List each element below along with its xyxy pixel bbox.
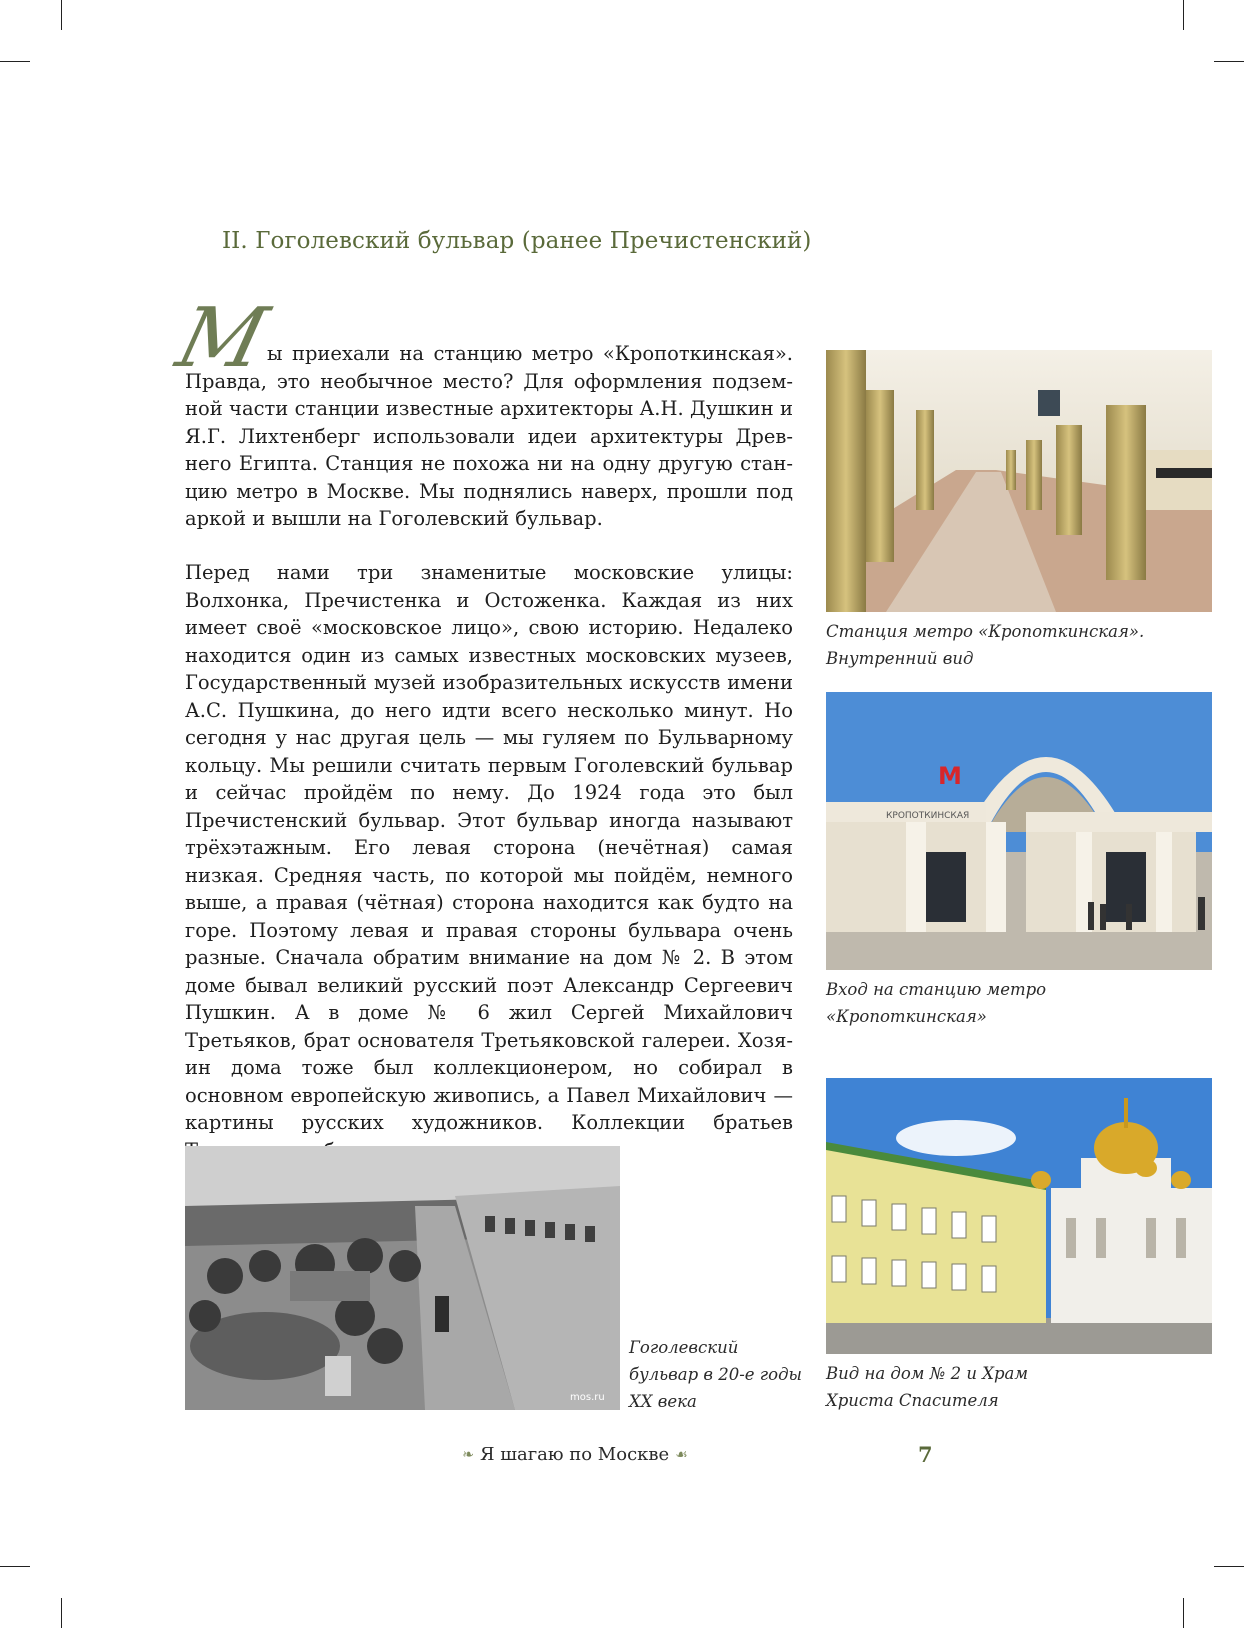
crop-mark <box>1183 1598 1184 1628</box>
metro-hall-caption <box>826 618 1144 672</box>
crop-mark <box>0 1566 30 1567</box>
cathedral-caption <box>826 1360 1028 1414</box>
crop-mark <box>61 0 62 30</box>
crop-mark <box>61 1598 62 1628</box>
drop-cap: М <box>168 291 276 386</box>
sprig-right-icon: ☙ <box>675 1447 688 1463</box>
metro-entrance-caption <box>826 976 1046 1030</box>
caption-line: Христа Спасителя <box>826 1391 999 1410</box>
historic-boulevard-image <box>185 1146 620 1410</box>
caption-line: Внутренний вид <box>826 649 974 668</box>
crop-mark <box>1183 0 1184 30</box>
crop-mark <box>1214 61 1244 62</box>
section-heading: II. Гоголевский бульвар (ранее Пречистенский) <box>222 228 812 254</box>
caption-line: XX века <box>629 1392 697 1411</box>
mos-watermark: mos.ru <box>570 1392 605 1403</box>
crop-mark <box>0 61 30 62</box>
book-title: Я шагаю по Москве <box>479 1444 670 1465</box>
metro-entrance-image <box>826 692 1212 970</box>
page-number: 7 <box>918 1442 933 1467</box>
caption-line: «Кропоткинская» <box>826 1007 987 1026</box>
caption-line: Гоголевский <box>629 1338 739 1357</box>
footer-book-title <box>440 1444 710 1465</box>
historic-caption <box>629 1334 802 1415</box>
entrance-sign: КРОПОТКИНСКАЯ <box>886 811 970 821</box>
crop-mark <box>1214 1566 1244 1567</box>
paragraph-main: Перед нами три знаменитые московские улицы: Волхонка, Пречистенка и Остоженка. Каждая из них имеет своё «московское лицо», свою историю. Недалеко находится один из самых известных московских музеев, Государственный музей изобразительных искусств имени А.С. Пушкина, до него идти всего несколько минут. Но сегодня у нас другая цель — мы гуляем по Бульварному кольцу. Мы решили считать первым Гоголевский бульвар и сейчас пройдём по нему. До 1924 года это был Пречистенский бульвар. Этот бульвар иногда называют трёхэтажным. Его левая сторона (нечётная) самая низкая. Средняя часть, по которой мы пойдём, немного выше, а правая (чётная) сторона находится как будто на горе. Поэтому левая и правая стороны бульвара очень разные. Сначала обратим внимание на дом № 2. В этом доме бывал великий русский поэт Александр Сергеевич Пушкин. А в доме № 6 жил Сергей Михайлович Третьяков, брат основателя Третьяковской галереи. Хозяин дома тоже был коллекционером, но собирал в основном европейскую живопись, а Павел Михайлович — картины русских художников. Коллекции братьев <box>185 561 793 1134</box>
cathedral-image <box>826 1078 1212 1354</box>
historic-boulevard-photo <box>185 1146 620 1410</box>
paragraph-intro: ы приехали на станцию метро «Кропоткинская». Правда, это необычное место? Для оформления подземной части станции известные архитекторы А.Н. Душкин и Я.Г. Лихтенберг использовали идеи архитектуры Древнего Египта. Станция не похожа ни на одну другую станцию метро в Москве. Мы поднялись наверх, прошли под аркой и вышли на Гоголевский бульвар. <box>185 342 793 530</box>
metro-hall-photo <box>826 350 1212 612</box>
metro-hall-image <box>826 350 1212 612</box>
caption-line: Станция метро «Кропоткинская». <box>826 622 1145 641</box>
metro-entrance-photo <box>826 692 1212 970</box>
caption-line: Вход на станцию метро <box>826 980 1047 999</box>
sprig-left-icon: ❧ <box>462 1447 474 1463</box>
metro-logo: М <box>938 762 962 790</box>
caption-line: Вид на дом № 2 и Храм <box>826 1364 1029 1383</box>
cathedral-photo <box>826 1078 1212 1354</box>
caption-line: бульвар в 20-е годы <box>629 1365 802 1384</box>
